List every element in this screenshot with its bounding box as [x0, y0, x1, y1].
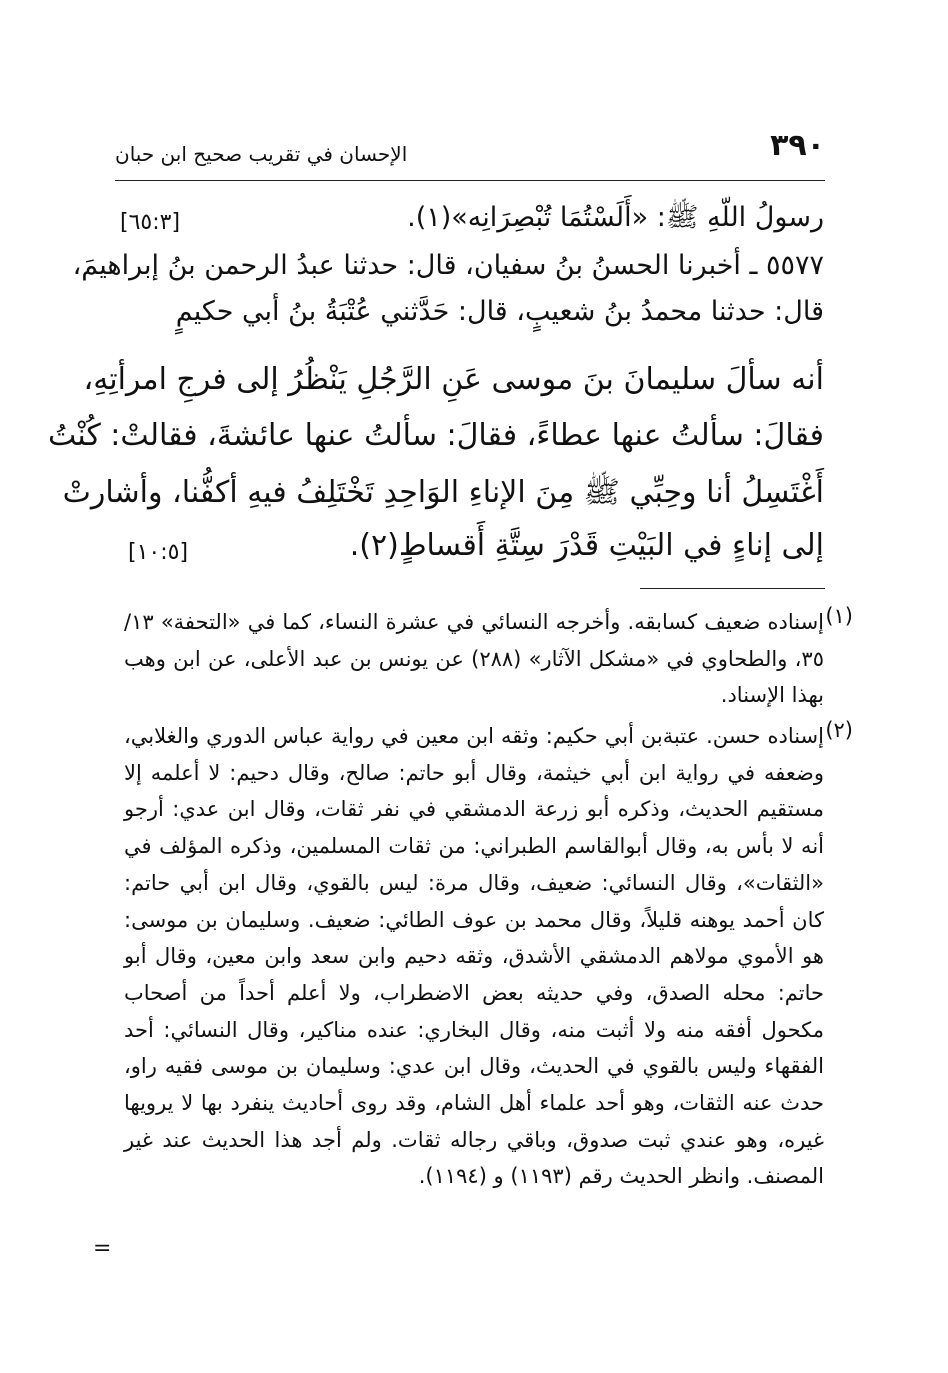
- footnote-number-2: (٢): [825, 718, 853, 742]
- isnad-line: قال: حدثنا محمدُ بنُ شعيبٍ، قال: حَدَّثني عُتْبَةُ بنُ أبي حكيمٍ: [175, 296, 824, 327]
- reference-tag-2: [١٠:٥]: [128, 540, 189, 565]
- reference-tag-1: [٦٥:٣]: [120, 210, 181, 235]
- footnote-1: إسناده ضعيف كسابقه. وأخرجه النسائي في عشرة النساء، كما في «التحفة» ١٣/ ٣٥، والطحاوي في «مشكل الآثار» (٢٨٨) عن يونس بن عبد الأعلى، عن ابن وهب بهذا الإسناد.: [124, 610, 824, 708]
- hadith-number-line: ٥٥٧٧ ـ أخبرنا الحسنُ بنُ سفيان، قال: حدثنا عبدُ الرحمن بنُ إبراهيمَ،: [72, 250, 824, 281]
- footnote-divider: [640, 588, 825, 589]
- page-number: ٣٩٠: [770, 128, 825, 163]
- running-title: الإحسان في تقريب صحيح ابن حبان: [115, 142, 408, 166]
- margin-mark: =: [93, 1236, 112, 1261]
- footnote-2: إسناده حسن. عتبةبن أبي حكيم: وثقه ابن معين في رواية عباس الدوري والغلابي، وضعفه في رواية ابن أبي خيثمة، وقال أبو حاتم: صالح، وقال دحيم: لا أعلمه إلا مستقيم الحديث، وذكره أبو زرعة الدمشقي في نفر ثقات، وقال ابن عدي: أرجو أنه لا بأس به، وقال أبوالقاسم الطبراني: من ثقات المسلمين، وذكره المؤلف في «الثقات»، وقال النسائي: ضعيف، وقال مرة: ليس بالقوي، وقال ابن أبي حاتم: كان أحمد يوهنه قليلاً، وقال محمد بن عوف الطائي: ضعيف. وسليمان بن موسى: هو الأموي مولاهم الدمشقي الأشدق، وثقه دحيم وابن سعد وابن معين، وقال أبو حاتم: محله الصدق، وفي حديثه بعض الاضطراب، ولا أعلم أحداً من أصحاب مكحول أفقه منه ولا أثبت منه، وقال البخاري: عنده مناكير، وقال النسائي: أحد الفقهاء وليس بالقوي في الحديث، وقال ابن عدي: وسليمان بن موسى فقيه راو، حدث عنه الثقات، وهو أحد علماء أهل الشام، وقد روى أحاديث ينفرد بها لا يرويها غيره، وهو عندي ثبت صدوق، وباقي رجاله ثقات. ولم أجد هذا الحديث عند غير المصنف. وانظر الحديث رقم (١١٩٣) و (١١٩٤).: [124, 724, 824, 1189]
- footnote-number-1: (١): [825, 604, 853, 628]
- page-header: [115, 128, 825, 181]
- text-line-1: رسولُ اللّهِ ﷺ: «أَلَسْتُمَا تُبْصِرَانِه»(١).: [407, 202, 824, 233]
- matn-line-1: أنه سألَ سليمانَ بنَ موسى عَنِ الرَّجُلِ يَنْظُرُ إلى فرجِ امرأتِهِ،: [83, 362, 824, 397]
- matn-line-4: إلى إناءٍ في البَيْتِ قَدْرَ سِتَّةِ أَقساطٍ(٢).: [349, 528, 824, 563]
- matn-line-2: فقالَ: سألتُ عنها عطاءً، فقالَ: سألتُ عنها عائشةَ، فقالتْ: كُنْتُ: [47, 418, 824, 453]
- matn-line-3: أَغْتَسِلُ أنا وحِبِّي ﷺ مِنَ الإناءِ الوَاحِدِ تَخْتَلِفُ فيهِ أكفُّنا، وأشارتْ: [62, 475, 824, 510]
